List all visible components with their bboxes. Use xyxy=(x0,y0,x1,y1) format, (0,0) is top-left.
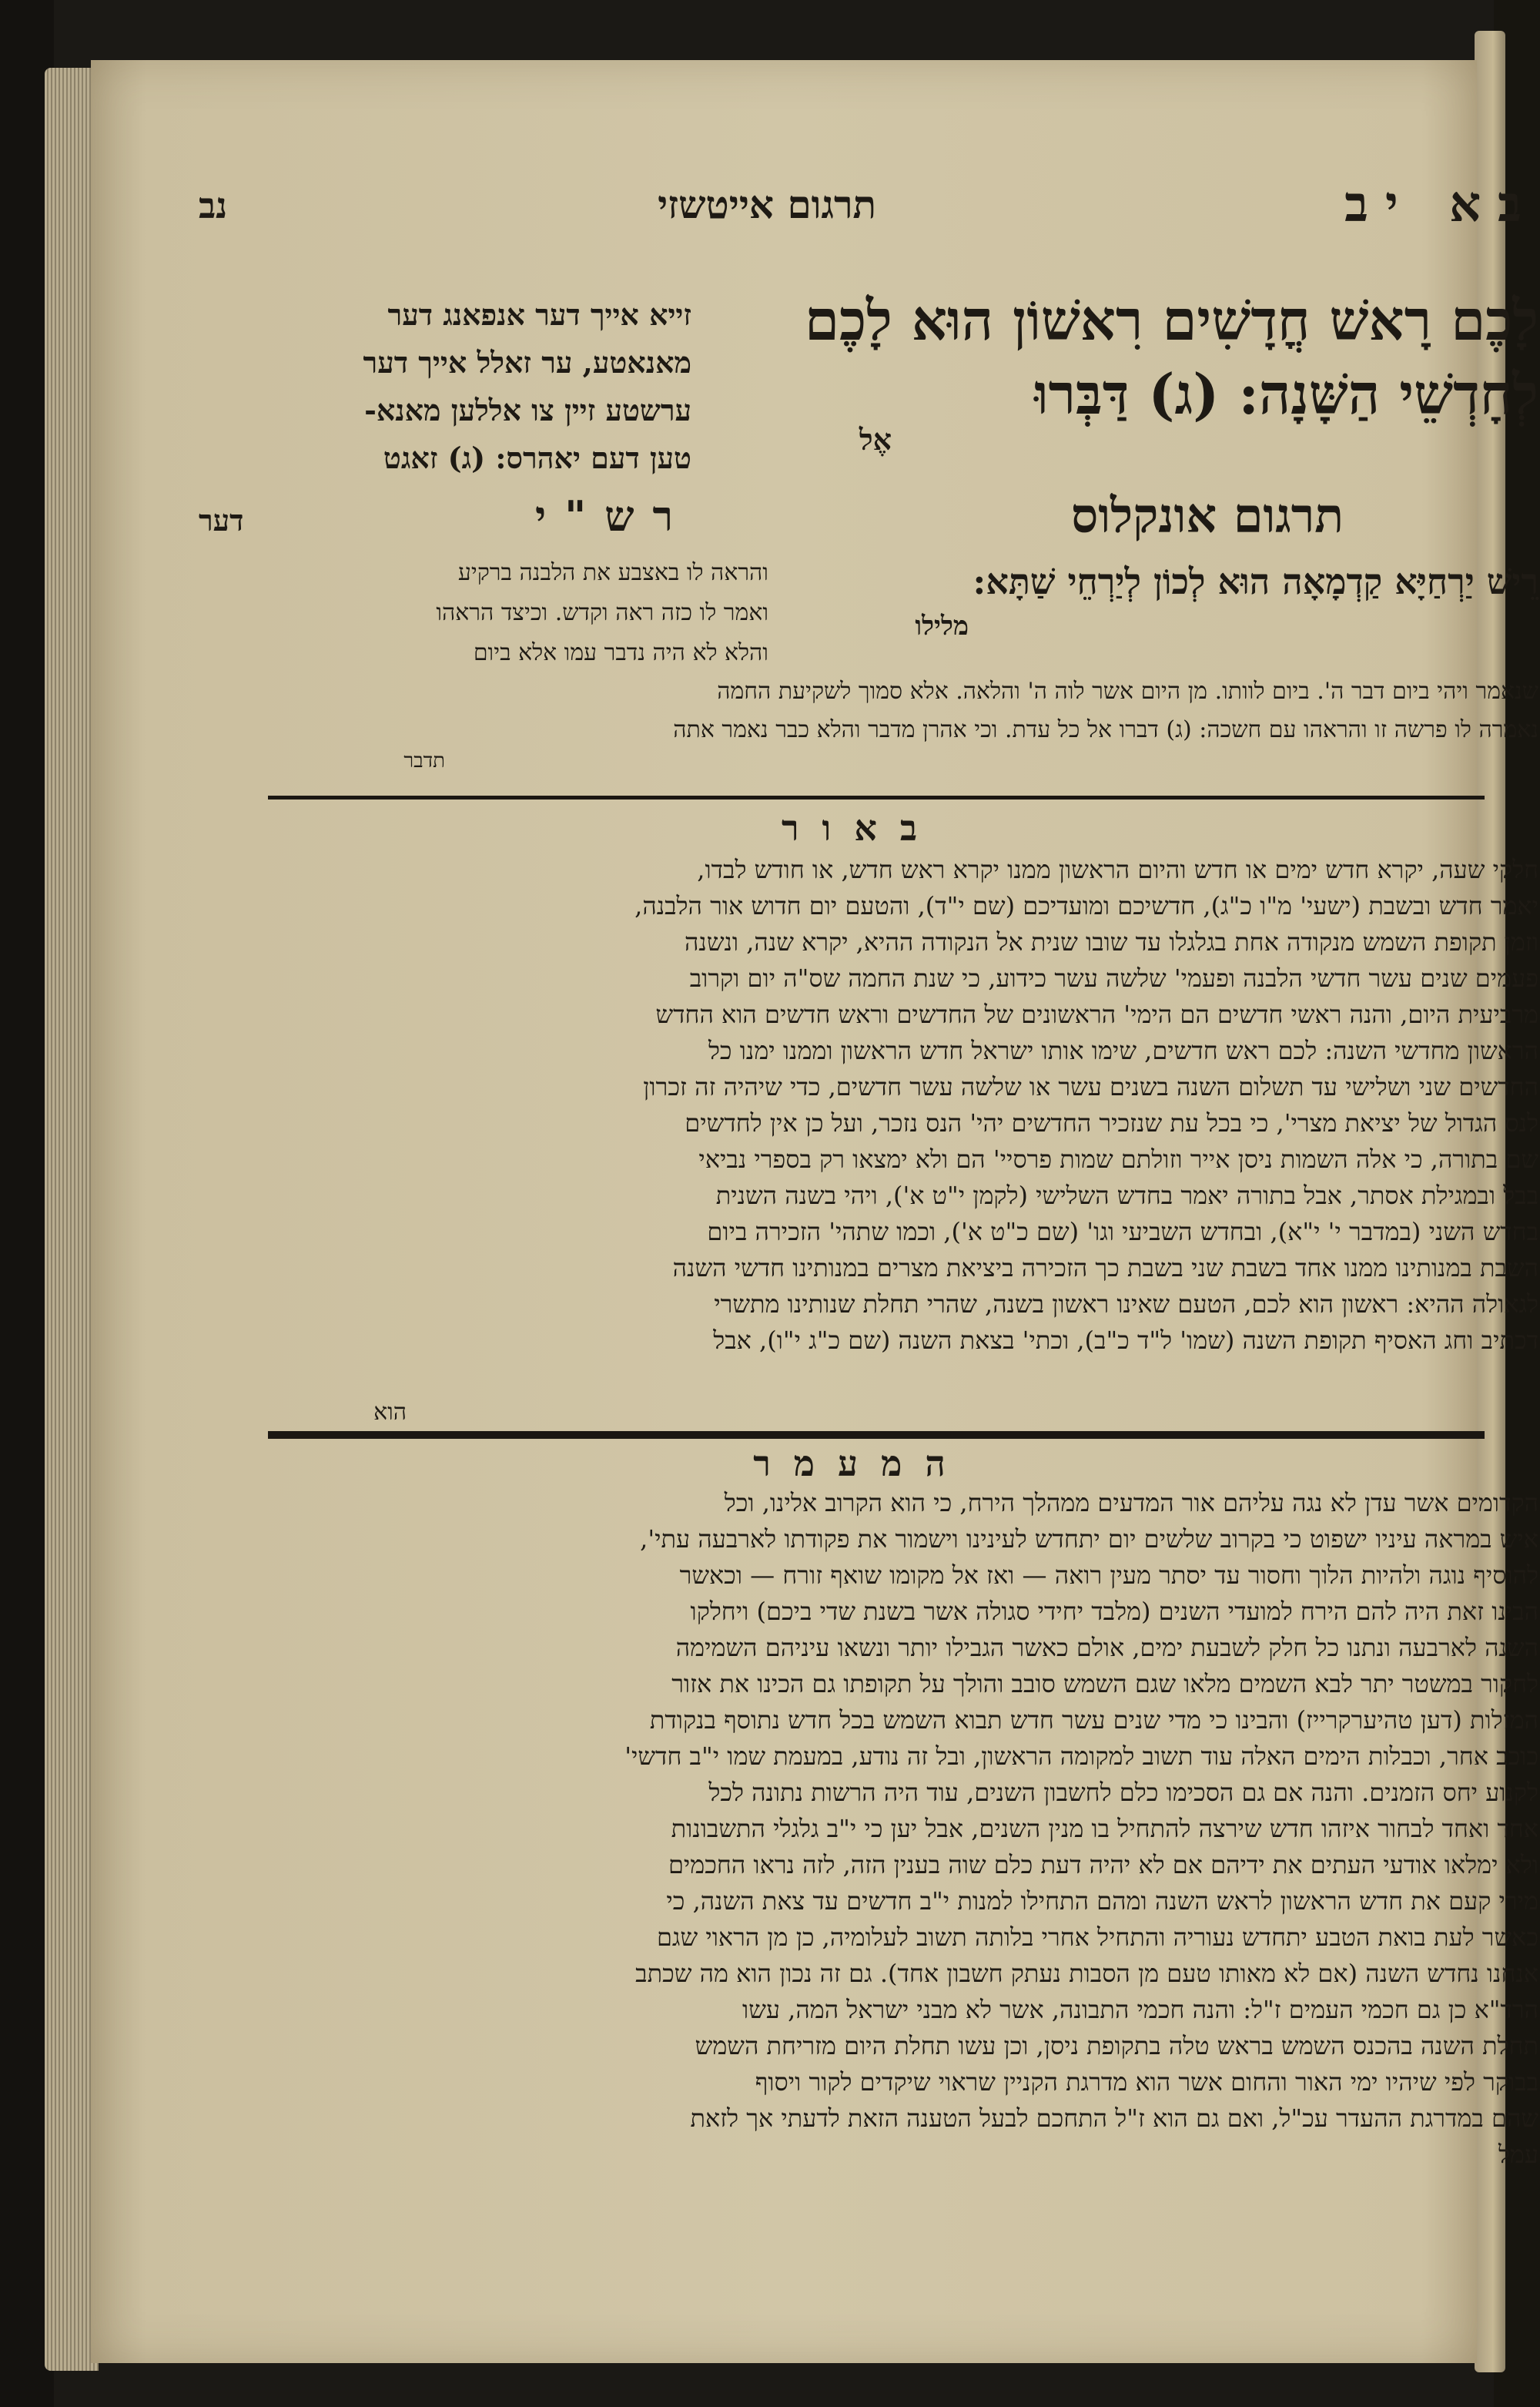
biur-line: פעמים שנים עשר חדשי הלבנה ופעמי' שלשה עשר כידוע, כי שנת החמה שס"ה יום וקרוב xyxy=(689,964,1538,993)
onkelos-text: רֵישׁ יַרְחַיָּא קַדְמָאָה הוּא לְכוֹן לְיַרְחֵי שַׁתָּא: xyxy=(973,561,1538,602)
header-targum-title xyxy=(199,182,876,227)
meamer-line: מירי קעם את חדש הראשון לראש השנה ומהם התחילו למנות י"ב חדשים עד צאת השנה, כי xyxy=(666,1886,1538,1916)
rashi-line: שנאמר ויהי ביום דבר ה'. ביום לוותו. מן היום אשר לוה ה' והלאה. אלא סמוך לשקיעת החמה xyxy=(717,678,1538,705)
header-targum-label: תרגום אייטשזי xyxy=(658,182,876,227)
biur-line: לנס הגדול של יציאת מצרי', כי בכל עת שנזכיר החדשים יהי' הנס נזכר, ועל כן אין לחדשים xyxy=(685,1108,1538,1138)
verse-catchword: אֶל xyxy=(859,422,892,457)
rashi-line: ואמר לו כזה ראה וקדש. וכיצד הראהו xyxy=(436,599,768,626)
meamer-essay xyxy=(199,1485,1538,2173)
verse-text: לָכֶם רָאשׁ חֳדָשִׁים רִאשׁוֹן הוּא לָכֶם לְחָדְשֵׁי הַשָּׁנָה: (ג) דַּבְּרוּ xyxy=(805,287,1538,427)
meamer-line: להוסיף נוגה ולהיות הלוך וחסור עד יסתר מעין רואה — ואז אל מקומו שואף זורח — וכאשר xyxy=(679,1561,1538,1590)
meamer-line: שהם במדרגת ההעדר עכ"ל, ואם גם הוא ז"ל התחכם לבעל הטענה הזאת לדעתי אך לזאת xyxy=(690,2104,1538,2133)
meamer-title: המעמר xyxy=(753,1443,969,1484)
biur-line: בחדש השני (במדבר י' י"א), ובחדש השביעי וגו' (שם כ"ט א'), וכמו שתהי' הזכירה ביום xyxy=(707,1217,1538,1246)
meamer-line: לחקור במשטר יתר לבא השמים מלאו שגם השמש סובב והולך על תקופתו גם הכינו את אזור xyxy=(671,1669,1538,1698)
meamer-line: הבינו זאת היה להם הירח למועדי השנים (מלבד יחידי סגולה אשר בשנת שדי ביכם) ויחלקו xyxy=(690,1597,1538,1626)
meamer-line: בבוקר לפי שיהיו ימי האור והחום אשר הוא מדרגת הקניין שראוי שיקדים לקור ויסוף xyxy=(755,2067,1538,2097)
page-number: נב xyxy=(199,185,228,226)
meamer-line: הקדומים אשר עדן לא נגה עליהם אור המדעים ממהלך הירח, כי הוא הקרוב אלינו, וכל xyxy=(724,1488,1538,1517)
biur-line: בבל ובמגילת אסתר, אבל בתורה יאמר בחדש השלישי (לקמן י"ט א'), ויהי בשנה השנית xyxy=(715,1181,1538,1210)
meamer-line: השנה לארבעה ונתנו כל חלק לשבעת ימים, אולם כאשר הגבילו יותר ונשאו עיניהם השמימה xyxy=(675,1633,1538,1662)
meamer-line: לקנוע יחס הזמנים. והנה אם גם הסכימו כלם לחשבון השנים, עוד היה הרשות נתונה לכל xyxy=(708,1778,1538,1807)
rashi-title: רש"י xyxy=(534,491,691,541)
meamer-line meamer-catchword: עמל xyxy=(1498,2140,1538,2169)
rashi-catchword: תדבר xyxy=(403,749,445,773)
onkelos-title: תרגום אונקלוס xyxy=(1070,488,1344,544)
biur-line: מרביעית היום, והנה ראשי חדשים הם הימי' הראשונים של החדשים וראש חדשים הוא החדש xyxy=(655,1000,1538,1029)
onkelos-catchword: מלילו xyxy=(915,611,969,642)
biur-line: החדשים שני ושלישי עד תשלום השנה בשנים עשר או שלשה עשר חדשים, כדי שיהיה זה זכרון xyxy=(643,1072,1538,1101)
header-parasha: בא יב xyxy=(1344,176,1538,233)
biur-line: דכתיב וחג האסיף תקופת השנה (שמו' ל"ד כ"ב), וכתי' בצאת השנה (שם כ"ג י"ו), אבל xyxy=(713,1326,1538,1355)
yiddish-line: מאנאטע, ער זאלל אייך דער xyxy=(363,345,691,380)
meamer-line: איש במראה עיניו ישפוט כי בקרוב שלשים יום יתחדש לעינינו וישמור את פקודתו לארבעה עתי', xyxy=(640,1524,1538,1554)
meamer-line: אחד ואחד לבחור איזהו חדש שירצה להתחיל בו מנין השנים, אבל יען כי י"ב גלגלי התשבונות xyxy=(671,1814,1538,1843)
rashi-title-catchword: דער xyxy=(199,503,244,538)
meamer-line: המזלות (דען טהיערקרייז) והבינו כי מדי שנים עשר חדש תבוא השמש בכל חדש נתוסף בנקודת xyxy=(649,1705,1538,1735)
biur-title: באור xyxy=(781,807,941,849)
rashi-line: נאמרה לו פרשה זו והראהו עם חשכה: (ג) דברו אל כל עדת. וכי אהרן מדבר והלא כבר נאמר אתה xyxy=(673,716,1538,743)
biur-commentary xyxy=(199,852,1538,1359)
biur-line: חלקי שעה, יקרא חדש ימים או חדש והיום הראשון ממנו יקרא ראש חדש, או חודש לבדו, xyxy=(697,855,1538,884)
biur-line: הראשון מחדשי השנה: לכם ראש חדשים, שימו אותו ישראל חדש הראשון וממנו ימנו כל xyxy=(708,1036,1538,1065)
biur-line: לגאולה ההיא: ראשון הוא לכם, הטעם שאינו ראשון בשנה, שהרי תחלת שנותינו מתשרי xyxy=(714,1289,1538,1319)
rashi-commentary-full xyxy=(199,672,1538,749)
meamer-line: תחלת השנה בהכנס השמש בראש טלה בתקופת ניסן, וכן עשו תחלת היום מזריחת השמש xyxy=(695,2031,1538,2060)
yiddish-line: ערשטע זיין צו אללען מאנא- xyxy=(364,393,691,427)
biur-catchword: הוא xyxy=(373,1399,407,1426)
rashi-title-row xyxy=(199,491,691,541)
biur-line: וזמן תקופת השמש מנקודה אחת בגלגלו עד שובו שנית אל הנקודה ההיא, יקרא שנה, ונשנה xyxy=(685,927,1538,957)
biur-line: השבת במנותינו ממנו אחד בשבת שני בשבת כך הזכירה ביציאת מצרים במנותינו חדשי השנה xyxy=(672,1253,1538,1282)
biur-line: יאמר חדש ובשבת (ישעי' מ"ו כ"ג), חדשיכם ומועדיכם (שם י"ד), והטעם יום חדוש אור הלבנה, xyxy=(634,891,1538,920)
meamer-line: הרד"א כן גם חכמי העמים ז"ל: והנה חכמי התבונה, אשר לא מבני ישראל המה, עשו xyxy=(742,1995,1538,2024)
biur-line: שם בתורה, כי אלה השמות ניסן אייר וזולתם שמות פרסיי' הם ולא ימצאו רק בספרי נביאי xyxy=(698,1145,1538,1174)
yiddish-line: טען דעם יאהרס: (ג) זאגט xyxy=(383,441,691,475)
book-page xyxy=(91,60,1538,2363)
meamer-line: אנחנו נחדש השנה (אם לא מאותו טעם מן הסבות נעתק חשבון אחד). גם זה נכון הוא מה שכתב xyxy=(635,1959,1538,1988)
rashi-line: והראה לו באצבע את הלבנה ברקיע xyxy=(457,559,768,586)
yiddish-translation xyxy=(199,291,691,482)
meamer-line: כוכב אחר, וכבלות הימים האלה עוד תשוב למקומה הראשון, ובל זה נודע, במעמת שמו י"ב חדשי' xyxy=(624,1742,1538,1771)
yiddish-line: זייא אייך דער אנפאנג דער xyxy=(387,297,691,332)
rashi-commentary xyxy=(199,553,768,673)
section-divider-thick xyxy=(268,1431,1485,1439)
meamer-line: כאשר לעת בואת הטבע יתחדש נעוריה והתחיל אחרי בלותה תשוב לעלומיה, כן מן הראוי שגם xyxy=(656,1923,1538,1952)
meamer-line: ולא ימלאו אודעי העתים את ידיהם אם לא יהיה דעת כלם שוה בענין הזה, לזה נראו החכמים xyxy=(668,1850,1538,1879)
rashi-line: והלא לא היה נדבר עמו אלא ביום xyxy=(473,639,768,666)
section-divider xyxy=(268,796,1485,800)
